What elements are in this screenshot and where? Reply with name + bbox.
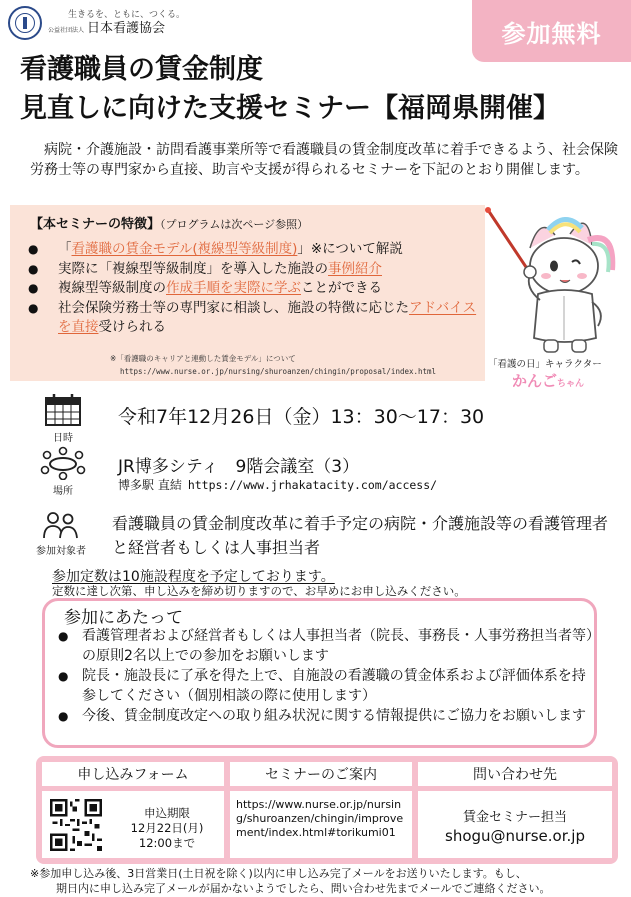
target-audience: 看護職員の賃金制度改革に着手予定の病院・介護施設等の看護管理者と経営者もしくは人事担当者 [112,514,609,557]
feature-item: ● 社会保険労務士等の専門家に相談し、施設の特徴に応じたアドバイスを直接受けられる [28,299,477,335]
title-line-1: 看護職員の賃金制度 [20,54,263,85]
org-logo [8,6,185,40]
intro-text: 病院・介護施設・訪問看護事業所等で看護職員の賃金制度改革に着手できるよう、社会保険労務士等の専門家から直接、助言や支援が得られるセミナーを下記のとおり開催します。 [30,142,618,178]
mascot-caption: 「看護の日」キャラクター [488,359,602,370]
features-heading [30,213,308,232]
title-line-2: 見直しに向けた支援セミナー【福岡県開催】 [20,93,560,124]
org-name: 日本看護協会 [87,20,166,36]
contact-info [420,808,610,846]
features-footnote: ※「看護職のキャリアと連動した賃金モデル」について [110,354,296,363]
venue-access: 博多駅 直結 https://www.jrhakatacity.com/access/ [118,478,438,492]
feature-highlight: 看護職の賃金モデル(複線型等級制度) [71,241,298,257]
capacity-note: 定数に達し次第、申し込みを締め切りますので、お早めにお申し込みください。 [52,584,466,598]
deadline-date: 12月22日(月) [130,821,204,835]
seminar-url-link[interactable]: https://www.nurse.or.jp/nursing/shuroanzen/chingin/improvement/index.html#torikumi01 [236,798,404,839]
bullet-icon: ● [28,300,39,315]
org-prefix: 公益社団法人 [48,26,85,34]
capacity-text: 参加定数は10施設程度を予定しております。 [52,569,335,585]
deadline-label: 申込期限 [144,806,190,820]
features-footnote-url[interactable]: https://www.nurse.or.jp/nursing/shuroanzen/chingin/proposal/index.html [120,367,437,376]
notice-item: ● 看護管理者および経営者もしくは人事担当者（院長、事務長・人事労務担当者等）の原則2名以上での参加をお願いします [58,628,593,664]
bullet-icon: ● [28,242,39,256]
deadline-time: 12:00まで [138,836,196,850]
mascot-illustration [480,200,630,360]
venue-icon-box [40,446,86,497]
bullet-icon: ● [28,281,39,295]
venue-url-link[interactable]: https://www.jrhakatacity.com/access/ [187,478,438,492]
feature-item: ● 複線型等級制度の作成手順を実際に学ぶことができる [24,279,484,299]
qr-code-icon[interactable] [50,799,102,851]
notice-list [54,626,594,726]
meeting-table-icon [40,446,86,480]
features-heading-note: （プログラムは次ページ参照） [160,218,309,231]
bullet-icon: ● [28,261,39,276]
form-heading: 申し込みフォーム [42,762,224,786]
venue-name: JR博多シティ 9階会議室（3） [118,457,360,477]
org-tagline: 生きるを、ともに、つくる。 [68,9,186,20]
bullet-icon: ● [58,709,69,723]
event-date: 令和7年12月26日（金）13：30～17：30 [118,406,485,428]
date-label: 日時 [53,433,73,444]
people-icon [41,510,81,540]
feature-highlight: アドバイスを直接 [58,299,477,335]
notice-title: 参加にあたって [64,608,183,628]
free-badge: 参加無料 [472,0,631,62]
feature-highlight: 作成手順を実際に学ぶ [166,280,301,296]
target-label: 参加対象者 [36,546,86,557]
contact-email-link[interactable]: shogu@nurse.or.jp [445,827,585,845]
deadline-info [112,806,222,851]
venue-label: 場所 [53,486,73,497]
notice-item: ● 今後、賃金制度改定への取り組み状況に関する情報提供にご協力をお願いします [58,708,586,724]
feature-highlight: 事例紹介 [328,260,382,277]
calendar-icon [44,393,82,427]
contact-heading: 問い合わせ先 [418,762,612,786]
bullet-icon: ● [58,669,69,683]
date-icon-box [44,393,82,444]
seminar-heading: セミナーのご案内 [230,762,412,786]
bullet-icon: ● [58,629,69,643]
notice-item: ● 院長・施設長に了承を得た上で、自施設の看護職の賃金体系および評価体系を持参してください（個別相談の際に使用します） [58,668,586,704]
mascot-name: かんごちゃん [512,372,585,390]
features-list [24,240,484,338]
features-heading-title: 【本セミナーの特徴】 [30,217,161,232]
org-emblem-icon [8,6,42,40]
contact-name: 賃金セミナー担当 [462,810,567,825]
final-note: ※参加申し込み後、3日営業日(土日祝を除く)以内に申し込み完了メールをお送りいたします。もし、 期日内に申し込み完了メールが届かないようでしたら、問い合わせ先までメールでご連絡ください。 [30,867,551,895]
feature-item: ● 実際に「複線型等級制度」を導入した施設の事例紹介 [24,260,484,280]
feature-item: ● 「看護職の賃金モデル(複線型等級制度)」※について解説 [24,240,484,260]
target-icon-box [36,510,86,557]
